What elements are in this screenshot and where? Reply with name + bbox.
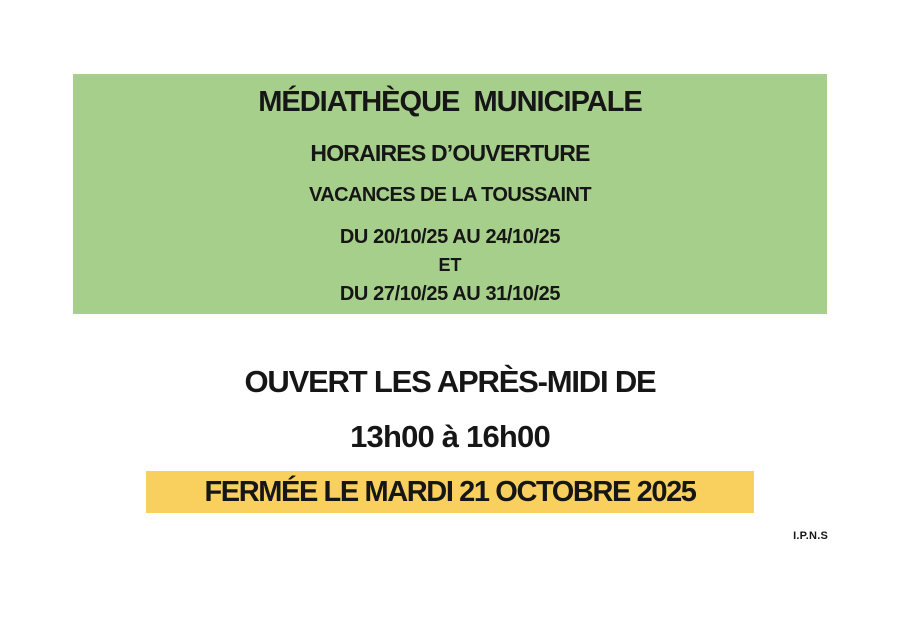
closure-banner <box>146 471 754 513</box>
poster-title: MÉDIATHÈQUE MUNICIPALE <box>258 86 642 118</box>
conjunction: ET <box>438 255 462 275</box>
date-range-1: DU 20/10/25 AU 24/10/25 <box>339 226 561 248</box>
print-note: I.P.N.S <box>793 530 828 542</box>
date-range-2: DU 27/10/25 AU 31/10/25 <box>339 283 561 305</box>
opening-hours-line-2: 13h00 à 16h00 <box>350 419 550 454</box>
closure-text: FERMÉE LE MARDI 21 OCTOBRE 2025 <box>204 475 696 508</box>
opening-hours-line-1: OUVERT LES APRÈS-MIDI DE <box>244 364 656 399</box>
vacation-label: VACANCES DE LA TOUSSAINT <box>309 184 591 206</box>
poster-subtitle: HORAIRES D’OUVERTURE <box>310 140 590 166</box>
header-panel <box>73 74 827 314</box>
